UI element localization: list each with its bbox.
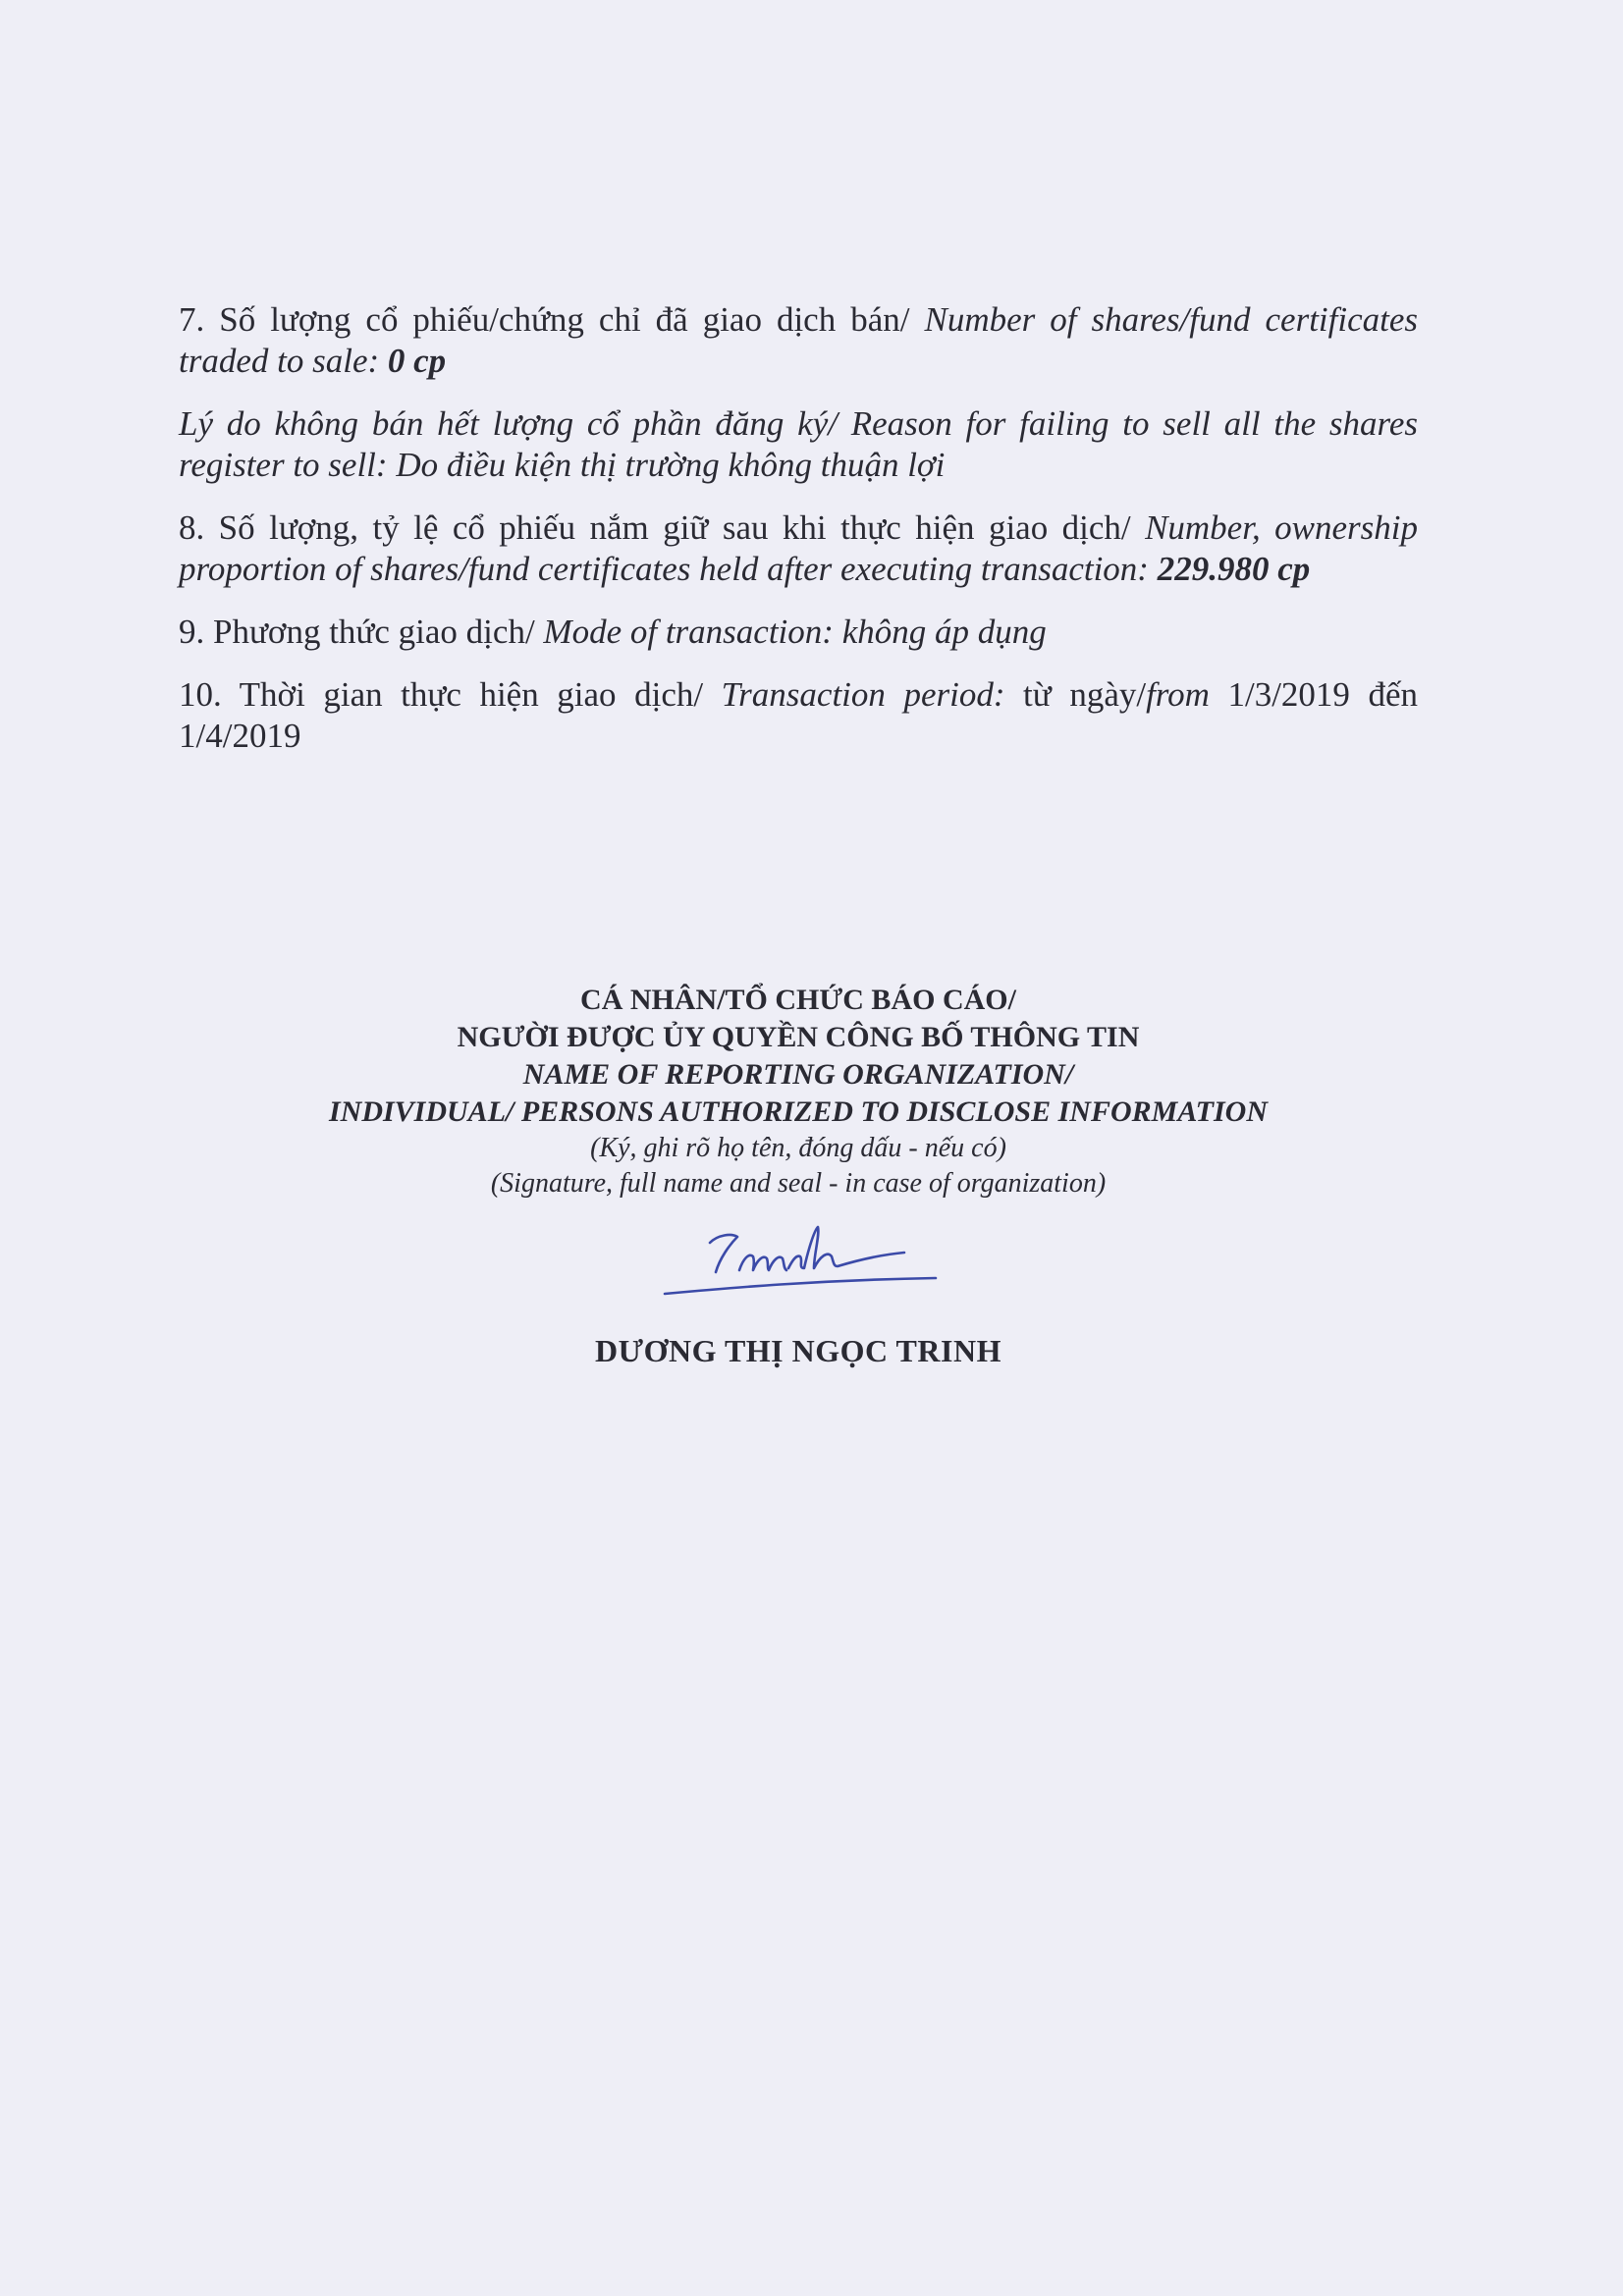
item-10 bbox=[179, 674, 1418, 757]
item-10-dates: 1/3/2019 đến 1/4/2019 bbox=[179, 675, 1419, 755]
signature-block bbox=[179, 982, 1418, 1370]
item-8-value: 229.980 cp bbox=[1157, 550, 1311, 588]
item-10-from-english: from bbox=[1146, 675, 1210, 714]
sign-heading-vn-2: NGƯỜI ĐƯỢC ỦY QUYỀN CÔNG BỐ THÔNG TIN bbox=[457, 1021, 1140, 1053]
item-10-english: Transaction period: bbox=[721, 675, 1005, 714]
item-7-english: Number of shares/fund certificates traded to sale: bbox=[179, 300, 1419, 380]
sign-note-en: (Signature, full name and seal - in case of organization) bbox=[490, 1168, 1107, 1199]
sign-heading-vn-1: CÁ NHÂN/TỔ CHỨC BÁO CÁO/ bbox=[580, 984, 1016, 1016]
item-10-from-label: từ ngày/ bbox=[1004, 675, 1147, 714]
item-10-label: 10. Thời gian thực hiện giao dịch/ bbox=[179, 675, 722, 714]
item-9-label: 9. Phương thức giao dịch/ bbox=[179, 613, 544, 651]
item-8-english: Number, ownership proportion of shares/fund certificates held after executing transaction: bbox=[179, 508, 1418, 588]
transaction-items bbox=[179, 299, 1418, 778]
item-7-label: 7. Số lượng cổ phiếu/chứng chỉ đã giao dịch bán/ bbox=[179, 300, 925, 339]
item-7 bbox=[179, 299, 1418, 382]
handwritten-signature bbox=[641, 1211, 955, 1300]
item-7-value: 0 cp bbox=[387, 342, 447, 380]
sign-heading-en-1: NAME OF REPORTING ORGANIZATION/ bbox=[522, 1058, 1074, 1091]
signer-name: DƯƠNG THỊ NGỌC TRINH bbox=[595, 1333, 1001, 1368]
item-8 bbox=[179, 507, 1418, 590]
sign-heading-en-2: INDIVIDUAL/ PERSONS AUTHORIZED TO DISCLOSE INFORMATION bbox=[328, 1095, 1269, 1128]
item-9-english: Mode of transaction: không áp dụng bbox=[543, 613, 1047, 651]
item-9 bbox=[179, 612, 1418, 653]
item-8-label: 8. Số lượng, tỷ lệ cổ phiếu nắm giữ sau khi thực hiện giao dịch/ bbox=[179, 508, 1146, 547]
sign-note-vn: (Ký, ghi rõ họ tên, đóng dấu - nếu có) bbox=[590, 1133, 1006, 1163]
item-7-reason: Lý do không bán hết lượng cổ phần đăng ký/ Reason for failing to sell all the shares register to sell: Do điều kiện thị trường không thuận lợi bbox=[179, 404, 1418, 484]
